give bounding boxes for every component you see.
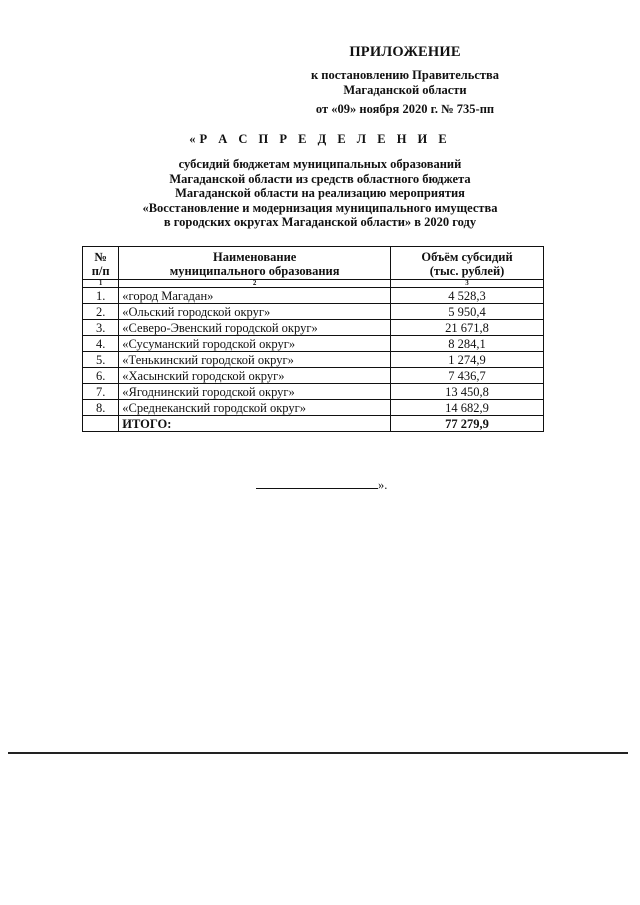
row-municipality: «Среднеканский городской округ» [119,400,391,416]
row-value: 7 436,7 [391,368,544,384]
row-number: 7. [83,384,119,400]
document-title [110,132,530,230]
table-row [83,352,544,368]
header-name [119,247,391,280]
row-number: 1. [83,288,119,304]
row-municipality: «город Магадан» [119,288,391,304]
subsidies-table [82,246,544,432]
column-number-row [83,280,544,288]
document-title-line: субсидий бюджетам муниципальных образований [178,157,462,171]
row-number: 5. [83,352,119,368]
row-value: 8 284,1 [391,336,544,352]
document-title-line: «Восстановление и модернизация муниципального имущества [142,200,498,215]
appendix-reference-line: к постановлению Правительства [310,68,500,82]
table-row [83,400,544,416]
row-value: 21 671,8 [391,320,544,336]
header-name-line2: муниципального образования [169,264,340,278]
header-num [83,247,119,280]
table-row [83,336,544,352]
table-row [83,304,544,320]
table-row [83,384,544,400]
table-row [83,320,544,336]
header-name-line1: Наименование [212,250,297,264]
row-value: 13 450,8 [391,384,544,400]
closing-signature-line [256,476,387,493]
row-municipality: «Сусуманский городской округ» [119,336,391,352]
table-header-row [83,247,544,280]
appendix-header [282,44,528,117]
row-value: 5 950,4 [391,304,544,320]
closing-quote: ». [378,478,388,492]
signature-underline [256,476,378,489]
appendix-date-line: от «09» ноября 2020 г. № 735-пп [315,102,495,116]
column-number: 2 [119,280,391,288]
row-number: 3. [83,320,119,336]
column-number: 1 [83,280,119,288]
header-num-line1: № [94,250,107,264]
table-row [83,368,544,384]
row-value: 4 528,3 [391,288,544,304]
total-row [83,416,544,432]
header-value [391,247,544,280]
document-title-main: «Р А С П Р Е Д Е Л Е Н И Е [189,132,451,146]
row-municipality: «Ольский городской округ» [119,304,391,320]
row-number: 6. [83,368,119,384]
column-number: 3 [391,280,544,288]
appendix-region-line: Магаданской области [343,83,467,97]
row-number: 2. [83,304,119,320]
row-municipality: «Хасынский городской округ» [119,368,391,384]
header-value-line1: Объём субсидий [421,250,513,264]
row-value: 1 274,9 [391,352,544,368]
row-municipality: «Северо-Эвенский городской округ» [119,320,391,336]
document-title-line: Магаданской области на реализацию мероприятия [175,186,465,200]
document-title-line: Магаданской области из средств областного бюджета [169,171,471,186]
row-value: 14 682,9 [391,400,544,416]
header-value-line2: (тыс. рублей) [429,264,505,278]
row-number: 4. [83,336,119,352]
table-row [83,288,544,304]
total-num-cell [83,416,119,432]
row-municipality: «Тенькинский городской округ» [119,352,391,368]
row-number: 8. [83,400,119,416]
document-title-line: в городских округах Магаданской области» в 2020 году [163,215,477,229]
total-value: 77 279,9 [391,416,544,432]
header-num-line2: п/п [91,264,110,278]
row-municipality: «Ягоднинский городской округ» [119,384,391,400]
total-label: ИТОГО: [119,416,391,432]
appendix-title: ПРИЛОЖЕНИЕ [349,44,461,60]
page-bottom-rule [8,752,628,754]
